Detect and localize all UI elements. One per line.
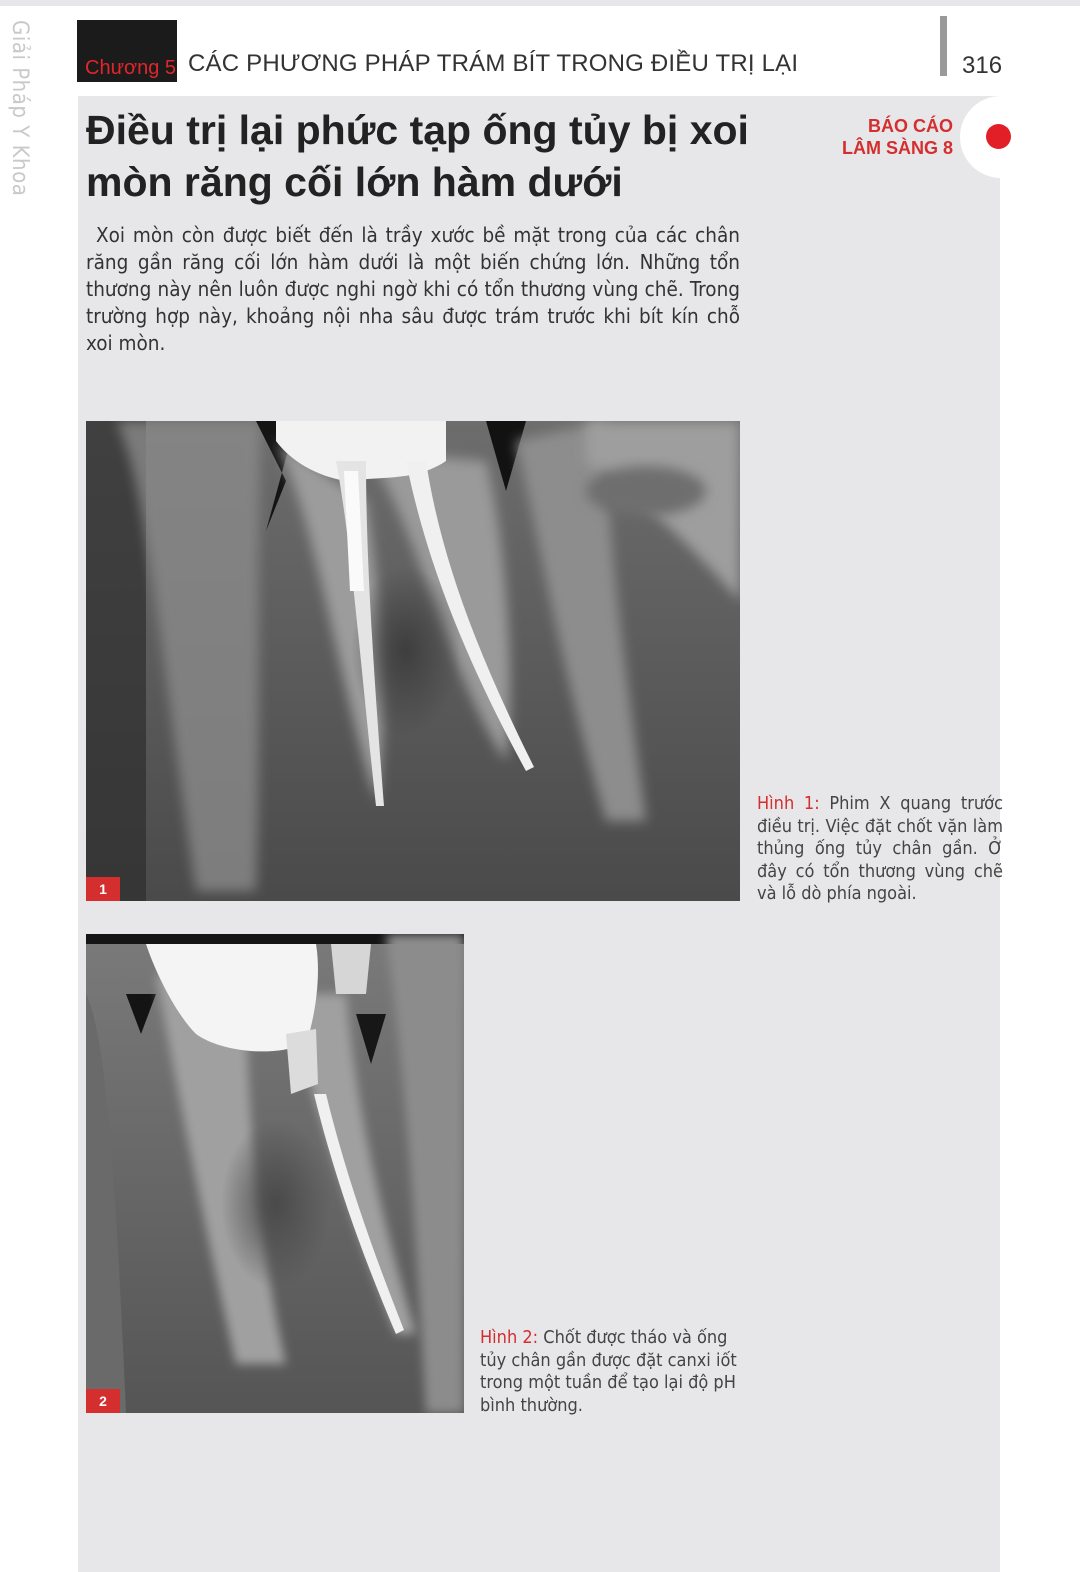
figure-1-caption bbox=[757, 793, 1003, 906]
case-report-line-2: LÂM SÀNG 8 bbox=[841, 138, 953, 158]
figure-2-caption bbox=[480, 1327, 742, 1417]
figure-2-radiograph bbox=[86, 934, 464, 1413]
top-strip bbox=[0, 0, 1080, 6]
chapter-title: CÁC PHƯƠNG PHÁP TRÁM BÍT TRONG ĐIỀU TRỊ LẠI bbox=[188, 50, 799, 77]
radiograph-2-image bbox=[86, 934, 464, 1413]
figure-1-radiograph bbox=[86, 421, 740, 901]
article-title: Điều trị lại phức tạp ống tủy bị xoi mòn răng cối lớn hàm dưới bbox=[86, 107, 749, 205]
red-dot-icon bbox=[986, 124, 1011, 149]
chapter-badge bbox=[77, 20, 177, 82]
figure-2-number: 2 bbox=[86, 1389, 120, 1413]
figure-1-caption-label: Hình 1: bbox=[757, 793, 820, 814]
figure-2-caption-label: Hình 2: bbox=[480, 1327, 539, 1348]
radiograph-1-image bbox=[86, 421, 740, 901]
case-marker-circle bbox=[960, 96, 1042, 178]
case-report-label bbox=[820, 115, 953, 159]
page-right-margin bbox=[1000, 6, 1080, 1572]
article-intro: Xoi mòn còn được biết đến là trầy xước bề mặt trong của các chân răng gần răng cối lớn hàm dưới là một biến chứng lớn. Những tổn thương này nên luôn được nghi ngờ khi có tổn thương vùng chẽ. Trong trường hợp này, khoảng nội nha sâu được trám trước khi bít kín chỗ xoi mòn. bbox=[86, 223, 740, 355]
figure-1-caption-text: Phim X quang trước điều trị. Việc đặt chốt vặn làm thủng ống tủy chân gần. Ở đây có tổn thương vùng chẽ và lỗ dò phía ngoài. bbox=[757, 793, 1003, 904]
figure-1-number: 1 bbox=[86, 877, 120, 901]
page-number: 316 bbox=[962, 52, 1003, 79]
header-divider-bar bbox=[940, 16, 947, 76]
case-report-line-1: BÁO CÁO bbox=[868, 116, 953, 136]
chapter-label: Chương 5 bbox=[85, 57, 176, 79]
sidebar-publisher-text: Giải Pháp Y Khoa bbox=[7, 20, 32, 197]
figure-2-caption-text: Chốt được tháo và ống tủy chân gần được đặt canxi iốt trong một tuần để tạo lại độ pH bình thường. bbox=[480, 1327, 737, 1416]
